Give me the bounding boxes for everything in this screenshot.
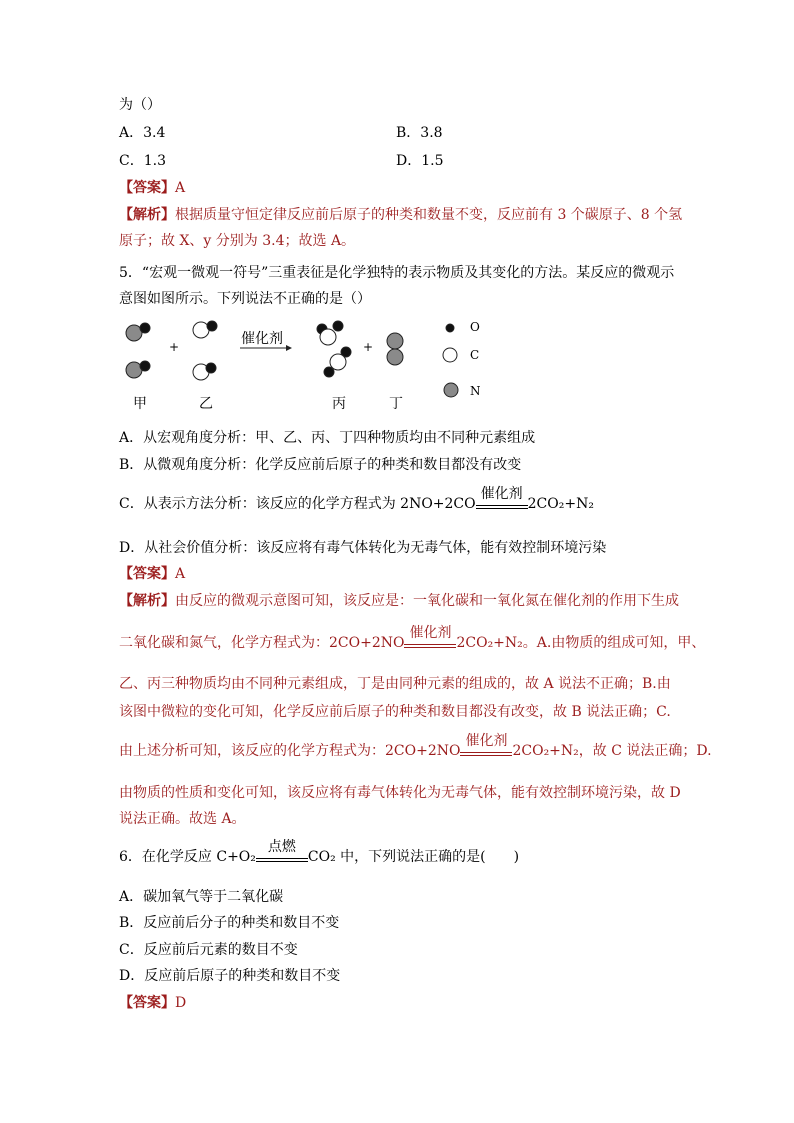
analysis-tag: 【解析】 [119, 593, 175, 609]
reaction-diagram [0, 0, 794, 420]
equation-condition [460, 733, 512, 760]
q6-option-c: C．反应前后元素的数目不变 [119, 942, 298, 958]
molecule-ding-n-atom-2 [387, 349, 403, 365]
q6-option-a: A．碳加氧气等于二氧化碳 [119, 889, 284, 905]
option-c-text: C．从表示方法分析：该反应的化学方程式为 2NO+2CO [119, 496, 476, 512]
label-bing: 丙 [332, 396, 346, 412]
molecule-yi-bottom-o-atom [206, 363, 216, 373]
q4-option-a: A．3.4 [119, 125, 166, 141]
equation-condition [256, 839, 308, 866]
analysis-tag: 【解析】 [119, 207, 175, 223]
q6-option-b: B．反应前后分子的种类和数目不变 [119, 915, 340, 931]
molecule-yi-top-c-atom [193, 322, 209, 338]
answer-tag: 【答案】 [119, 180, 175, 196]
analysis-text: 二氧化碳和氮气，化学方程式为：2CO+2NO [119, 635, 405, 651]
q4-analysis-line2: 原子；故 X、y 分别为 3.4；故选 A。 [119, 233, 356, 249]
q5-analysis-line2 [119, 625, 706, 652]
legend-c-label: C [470, 348, 480, 362]
molecule-bing-bottom-c-atom [330, 354, 346, 370]
catalyst-label: 催化剂 [241, 331, 283, 347]
label-yi: 乙 [199, 396, 213, 412]
q4-option-b: B．3.8 [396, 125, 443, 141]
q5-option-b: B．从微观角度分析：化学反应前后原子的种类和数目都没有改变 [119, 457, 522, 473]
answer-value: A [175, 180, 186, 196]
analysis-text: 由反应的微观示意图可知，该反应是：一氧化碳和一氧化氮在催化剂的作用下生成 [175, 593, 679, 609]
q6-stem [119, 839, 520, 866]
molecule-bing-top-o-atom-2 [333, 321, 343, 331]
legend-o-label: O [470, 320, 480, 334]
option-c-products: 2CO₂+N₂ [527, 496, 594, 512]
label-jia: 甲 [133, 396, 147, 412]
analysis-text: 根据质量守恒定律反应前后原子的种类和数量不变，反应前有 3 个碳原子、8 个氢 [175, 207, 683, 223]
molecule-jia-bottom-n-atom [126, 362, 142, 378]
q4-stem-tail: 为（） [119, 97, 161, 113]
q6-answer [119, 994, 186, 1012]
legend-n-atom-icon [444, 383, 458, 397]
q6-option-d: D．反应前后原子的种类和数目不变 [119, 968, 341, 984]
answer-tag: 【答案】 [119, 566, 175, 582]
q6-stem-text: CO₂ 中，下列说法正确的是( ) [307, 849, 520, 865]
molecule-bing-top-c-atom [320, 329, 336, 345]
q5-stem-line1: 5．“宏观一微观一符号”三重表征是化学独特的表示物质及其变化的方法。某反应的微观示 [119, 265, 675, 281]
legend-o-atom-icon [446, 324, 454, 332]
q5-analysis-line5 [119, 733, 712, 760]
condition-label: 催化剂 [409, 625, 452, 641]
arrow-head-icon [286, 345, 292, 351]
q4-option-d: D．1.5 [396, 153, 444, 169]
plus-sign-products: + [363, 340, 374, 354]
molecule-ding-n-atom-1 [387, 333, 403, 349]
q5-answer [119, 565, 185, 583]
q5-option-d: D．从社会价值分析：该反应将有毒气体转化为无毒气体，能有效控制环境污染 [119, 540, 607, 556]
q5-option-a: A．从宏观角度分析：甲、乙、丙、丁四种物质均由不同种元素组成 [119, 430, 536, 446]
q6-stem-text: 6．在化学反应 C+O₂ [119, 849, 256, 865]
condition-label: 催化剂 [465, 733, 508, 749]
q5-analysis-line6: 由物质的性质和变化可知，该反应将有毒气体转化为无毒气体，能有效控制环境污染，故 D [119, 785, 681, 801]
plus-sign-reactants: + [169, 340, 180, 354]
analysis-text: 2CO₂+N₂。A.由物质的组成可知，甲、 [456, 635, 706, 651]
analysis-text: 2CO₂+N₂，故 C 说法正确；D. [512, 743, 712, 759]
label-ding: 丁 [389, 396, 403, 412]
answer-value: A [175, 566, 186, 582]
condition-label: 点燃 [267, 839, 296, 855]
analysis-text: 由上述分析可知，该反应的化学方程式为：2CO+2NO [119, 743, 461, 759]
q4-option-c: C．1.3 [119, 153, 166, 169]
legend-c-atom-icon [443, 348, 457, 362]
answer-value: D [175, 995, 187, 1011]
molecule-bing-bottom-o-atom-2 [324, 367, 334, 377]
answer-tag: 【答案】 [119, 995, 175, 1011]
q5-analysis-line4: 该图中微粒的变化可知，化学反应前后原子的种类和数目都没有改变，故 B 说法正确；C. [119, 704, 671, 720]
molecule-yi-top-o-atom [207, 321, 217, 331]
q5-analysis-line1 [119, 592, 679, 610]
equation-condition [404, 625, 456, 652]
q5-option-c [119, 486, 594, 513]
q5-analysis-line3: 乙、丙三种物质均由不同种元素组成，丁是由同种元素的组成的，故 A 说法不正确；B.由 [119, 676, 671, 692]
legend-n-label: N [470, 384, 481, 398]
q5-analysis-line7: 说法正确。故选 A。 [119, 811, 246, 827]
condition-label: 催化剂 [480, 486, 523, 502]
equation-condition [476, 486, 528, 513]
molecule-jia-bottom-o-atom [140, 361, 150, 371]
molecule-jia-top-o-atom [140, 323, 150, 333]
q5-stem-line2: 意图如图所示。下列说法不正确的是（） [119, 291, 371, 307]
